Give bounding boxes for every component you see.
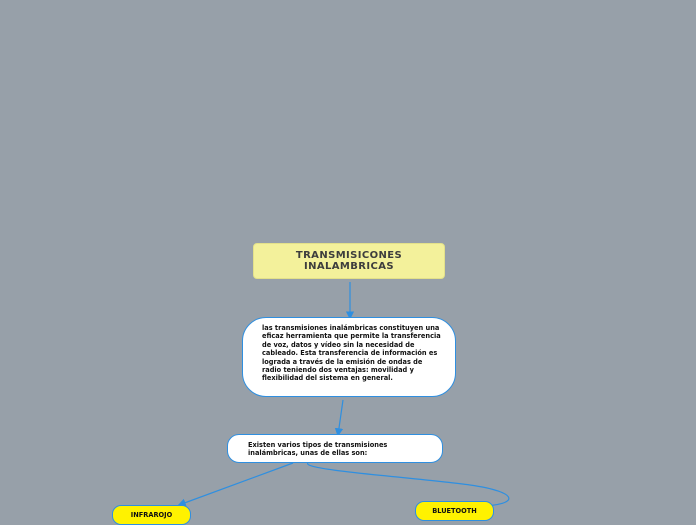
types-text: Existen varios tipos de transmisiones inalámbricas, unas de ellas son: [248,441,388,458]
connector-types-to-bluetooth [308,463,509,506]
description-text: las transmisiones inalámbricas constituyen una eficaz herramienta que permite la transferencia de voz, datos y vídeo sin la necesidad de cableado. Esta transferencia de información es lograda a través de la emisión de ondas de radio teniendo dos ventajas: movilidad y flexibilidad del sistema en general. [262,324,441,383]
types-node[interactable] [227,434,443,463]
bluetooth-label: BLUETOOTH [432,507,477,515]
infrarojo-label: INFRAROJO [130,511,173,519]
description-node[interactable] [242,317,456,397]
infrarojo-node[interactable] [112,505,191,525]
root-topic-node[interactable] [253,243,445,279]
connector-description-to-types [338,400,343,435]
connector-types-to-infrarojo [179,463,293,505]
root-topic-label: TRANSMISICONES INALAMBRICAS [295,250,403,272]
bluetooth-node[interactable] [415,501,494,521]
